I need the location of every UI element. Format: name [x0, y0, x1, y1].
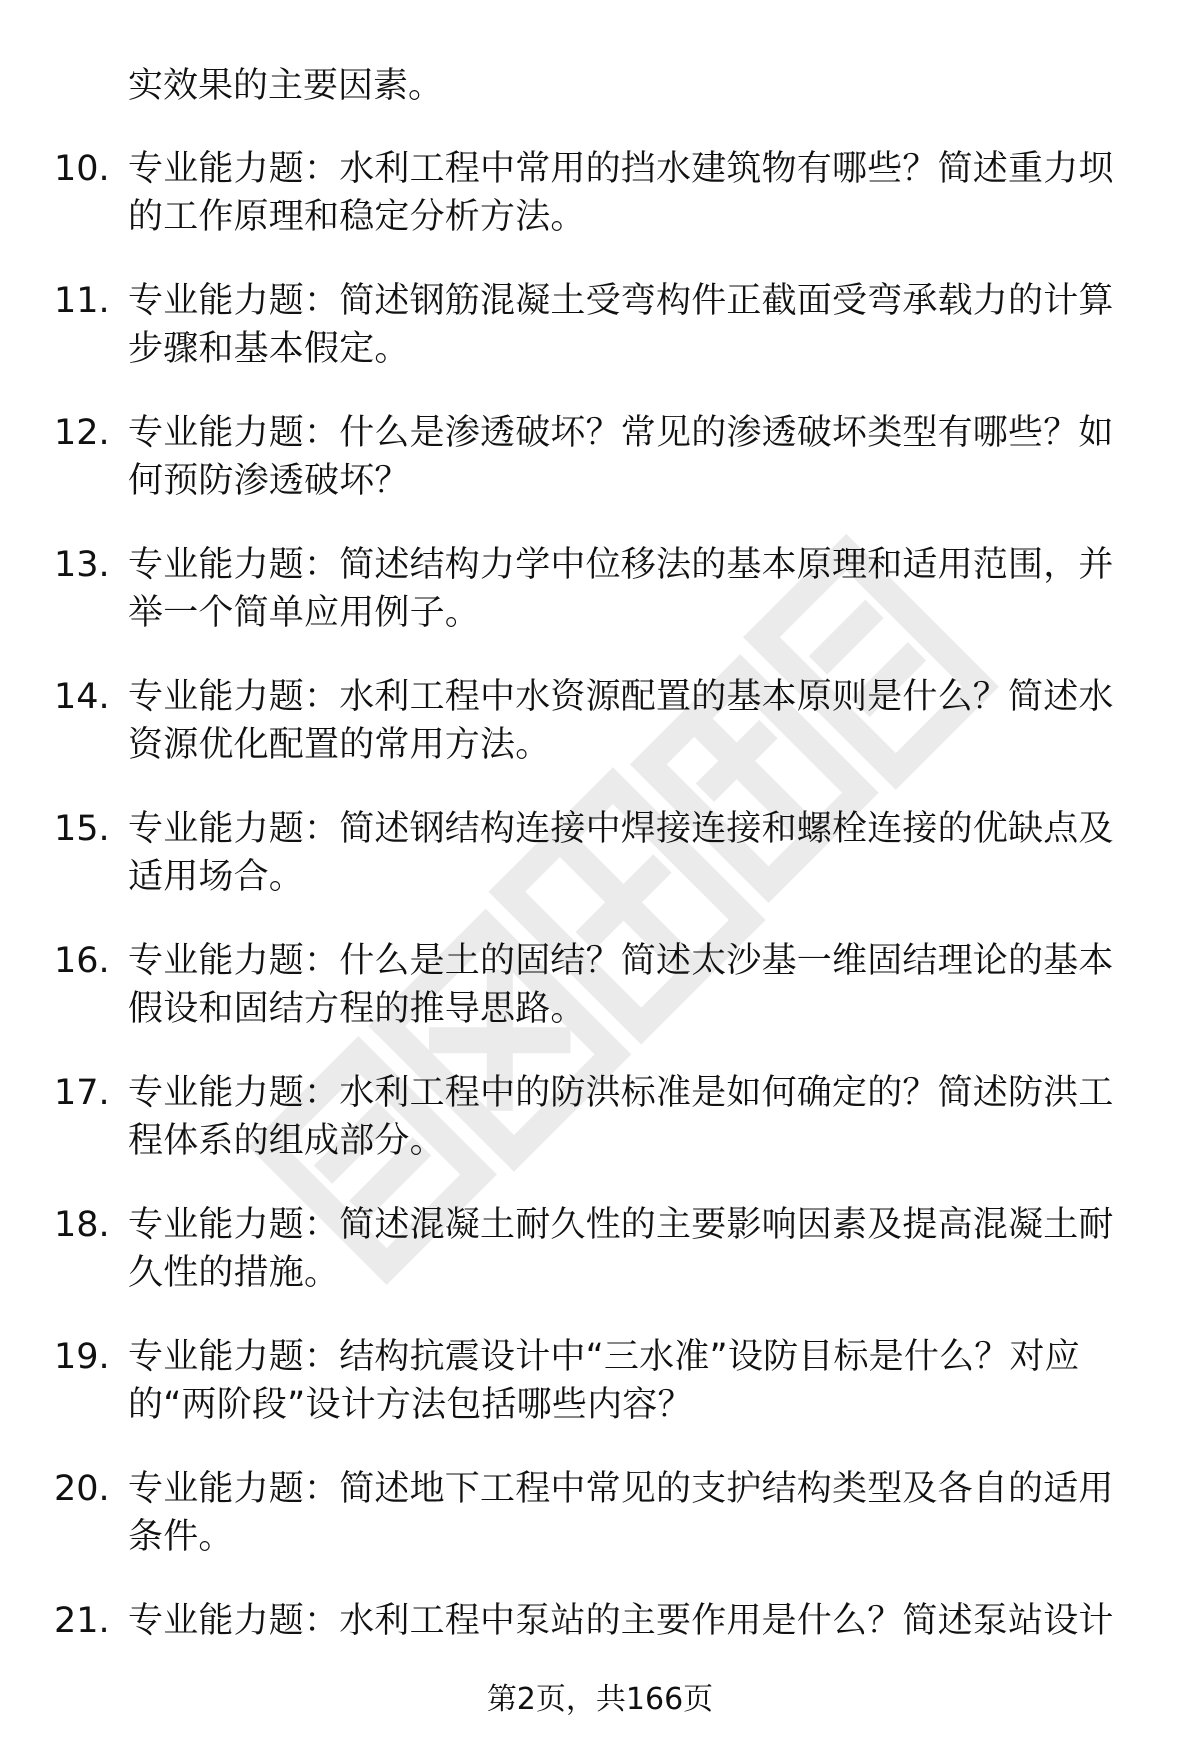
question-item — [0, 277, 1200, 409]
question-number: 13. — [54, 545, 110, 585]
question-number: 16. — [54, 941, 110, 981]
question-item — [0, 1069, 1200, 1201]
question-number: 15. — [54, 809, 110, 849]
question-text: 专业能力题：水利工程中泵站的主要作用是什么？简述泵站设计 — [128, 1601, 1114, 1641]
question-text: 专业能力题：什么是土的固结？简述太沙基一维固结理论的基本假设和固结方程的推导思路。 — [128, 941, 1114, 1029]
question-number: 19. — [54, 1337, 110, 1377]
question-item — [0, 409, 1200, 541]
question-number: 17. — [54, 1073, 110, 1113]
question-number: 14. — [54, 677, 110, 717]
question-text: 专业能力题：简述钢结构连接中焊接连接和螺栓连接的优缺点及适用场合。 — [128, 809, 1114, 897]
question-item — [0, 1333, 1200, 1465]
question-text: 专业能力题：简述钢筋混凝土受弯构件正截面受弯承载力的计算步骤和基本假定。 — [128, 281, 1114, 369]
question-number: 12. — [54, 413, 110, 453]
question-item — [0, 673, 1200, 805]
question-text: 专业能力题：水利工程中的防洪标准是如何确定的？简述防洪工程体系的组成部分。 — [128, 1073, 1114, 1161]
question-text: 专业能力题：简述地下工程中常见的支护结构类型及各自的适用条件。 — [128, 1469, 1114, 1557]
question-text: 专业能力题：简述结构力学中位移法的基本原理和适用范围，并举一个简单应用例子。 — [128, 545, 1114, 633]
page-footer: 第2页，共166页 — [486, 1682, 714, 1717]
question-text: 专业能力题：水利工程中水资源配置的基本原则是什么？简述水资源优化配置的常用方法。 — [128, 677, 1114, 765]
question-text: 专业能力题：结构抗震设计中“三水准”设防目标是什么？对应的“两阶段”设计方法包括哪些内容？ — [128, 1337, 1080, 1425]
question-text: 专业能力题：什么是渗透破坏？常见的渗透破坏类型有哪些？如何预防渗透破坏？ — [128, 413, 1114, 501]
question-number: 20. — [54, 1469, 110, 1509]
question-item — [0, 805, 1200, 937]
continuation-text: 实效果的主要因素。 — [128, 66, 444, 106]
question-text: 专业能力题：简述混凝土耐久性的主要影响因素及提高混凝土耐久性的措施。 — [128, 1205, 1114, 1293]
question-number: 11. — [54, 281, 110, 321]
question-item — [0, 541, 1200, 673]
question-item — [0, 937, 1200, 1069]
question-item — [0, 1201, 1200, 1333]
question-list — [0, 145, 1200, 1729]
question-number: 21. — [54, 1601, 110, 1641]
question-number: 10. — [54, 149, 110, 189]
question-item — [0, 145, 1200, 277]
question-item — [0, 1465, 1200, 1597]
question-text: 专业能力题：水利工程中常用的挡水建筑物有哪些？简述重力坝的工作原理和稳定分析方法。 — [128, 149, 1114, 237]
question-number: 18. — [54, 1205, 110, 1245]
